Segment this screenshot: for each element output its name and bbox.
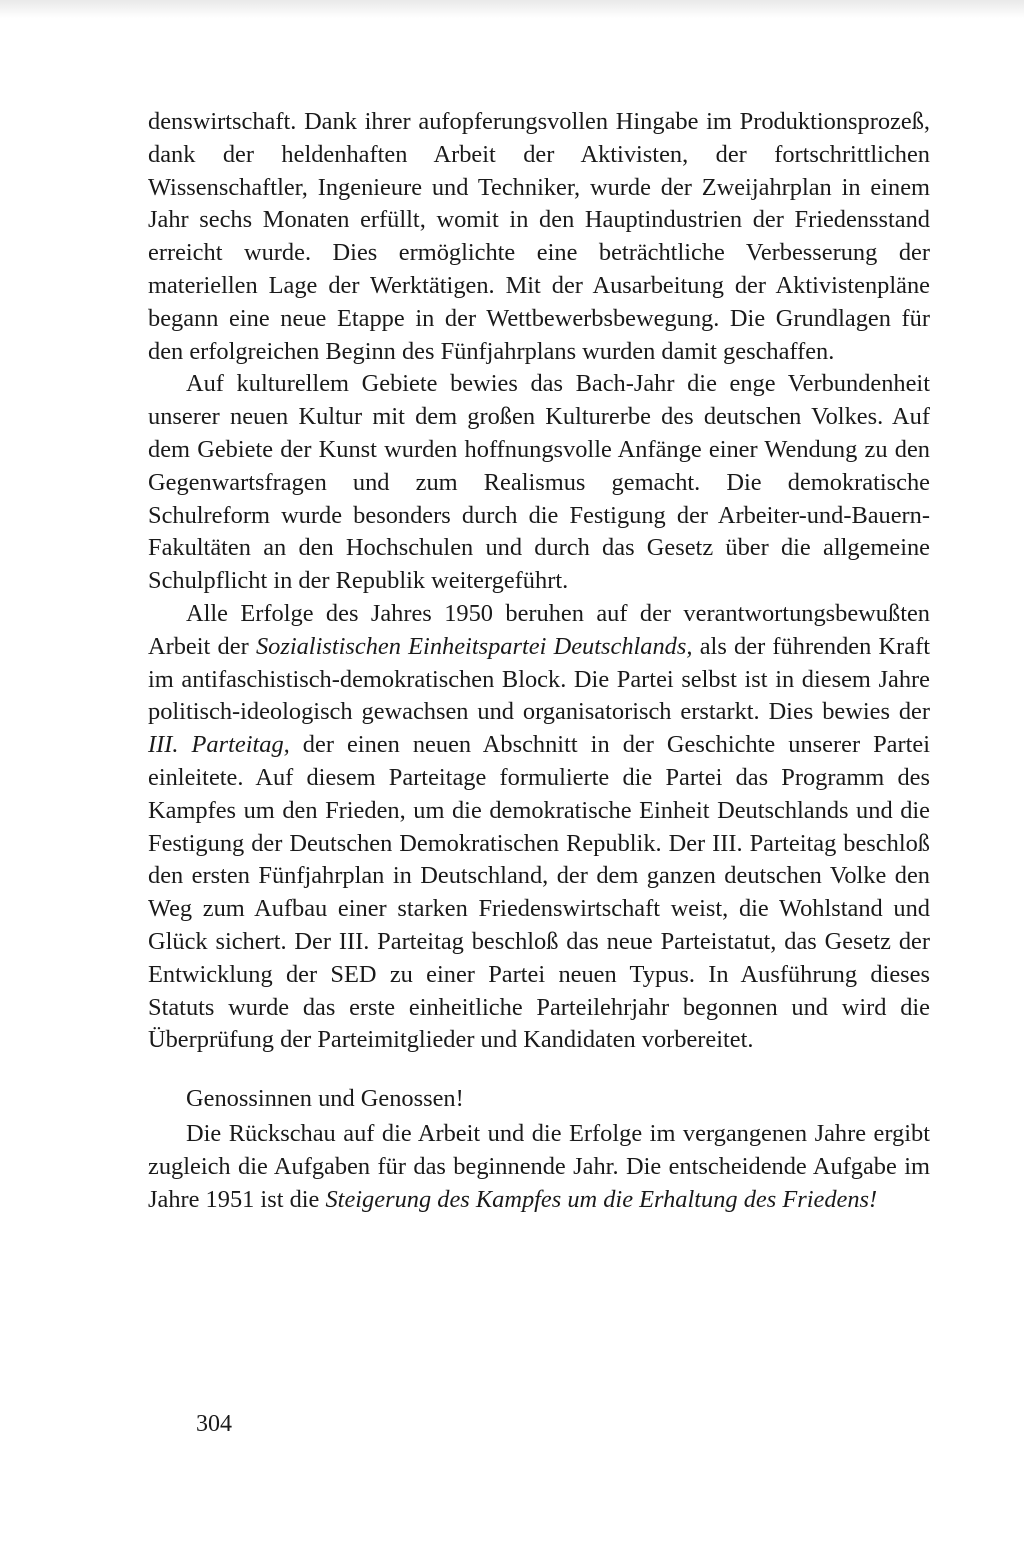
paragraph-3 bbox=[148, 598, 930, 1057]
paragraph-2 bbox=[148, 368, 930, 598]
paragraph-1 bbox=[148, 106, 930, 368]
text-segment: denswirtschaft. Dank ihrer aufopferungsvollen Hingabe im Produktionsprozeß, dank der heldenhaften Arbeit der Aktivisten, der fortschrittlichen Wissenschaftler, Ingenieure und Techniker, wurde der Zweijahrplan in einem Jahr sechs Monaten erfüllt, womit in den Hauptindustrien der Friedensstand erreicht wurde. Dies ermöglichte eine beträchtliche Verbesserung der materiellen Lage der Werktätigen. Mit der Ausarbeitung der Aktivistenpläne begann eine neue Etappe in der Wettbewerbsbewegung. Die Grundlagen für den erfolgreichen Beginn des Fünfjahrplans wurden damit geschaffen. bbox=[148, 108, 930, 365]
page-top-edge bbox=[0, 0, 1024, 18]
text-segment: der einen neuen Abschnitt in der Geschichte unserer Partei einleitete. Auf diesem Parteitage formulierte die Partei das Programm des Kampfes um den Frieden, um die demokratische Einheit Deutschlands und die Festigung der Deutschen Demokratischen Republik. Der III. Parteitag beschloß den ersten Fünfjahrplan in Deutschland, der dem ganzen deutschen Volke den Weg zum Aufbau einer starken Friedenswirtschaft weist, die Wohlstand und Glück sichert. Der III. Parteitag beschloß das neue Parteistatut, das Gesetz der Entwicklung der SED zu einer Partei neuen Typus. In Ausführung dieses Statuts wurde das erste einheitliche Parteilehrjahr begonnen und wird die Überprüfung der Parteimitglieder und Kandidaten vorbereitet. bbox=[148, 731, 931, 1054]
text-segment: Die Rückschau auf die Arbeit und die Erfolge im vergangenen Jahre ergibt zugleich die Aufgaben für das beginnende Jahr. Die entscheidende Aufgabe im Jahre 1951 ist die bbox=[148, 1119, 930, 1213]
body-text bbox=[148, 106, 930, 1216]
page-number: 304 bbox=[196, 1411, 232, 1437]
paragraph-4 bbox=[148, 1118, 930, 1216]
emphasized-text: Steigerung des Kampfes um die Erhaltung des Friedens! bbox=[325, 1185, 878, 1213]
text-segment: Alle Erfolge des Jahres 1950 beruhen auf der verantwortungsbewußten Arbeit der bbox=[148, 599, 930, 660]
emphasized-text: Sozialistischen Einheitspartei Deutschlands, bbox=[255, 632, 693, 660]
salutation: Genossinnen und Genossen! bbox=[186, 1085, 464, 1113]
text-segment: Auf kulturellem Gebiete bewies das Bach-Jahr die enge Verbundenheit unserer neuen Kultur mit dem großen Kulturerbe des deutschen Volkes. Auf dem Gebiete der Kunst wurden hoffnungsvolle Anfänge einer Wendung zu den Gegenwartsfragen und zum Realismus gemacht. Die demokratische Schulreform wurde besonders durch die Festigung der Arbeiter-und-Bauern-Fakultäten an den Hochschulen und durch das Gesetz über die allgemeine Schulpflicht in der Republik weitergeführt. bbox=[148, 370, 930, 595]
text-segment: als der führenden Kraft im antifaschistisch-demokratischen Block. Die Partei selbst ist in diesem Jahre politisch-ideologisch gewachsen und organisatorisch erstarkt. Dies bewies der bbox=[148, 632, 931, 726]
emphasized-text: III. Parteitag, bbox=[148, 731, 290, 759]
